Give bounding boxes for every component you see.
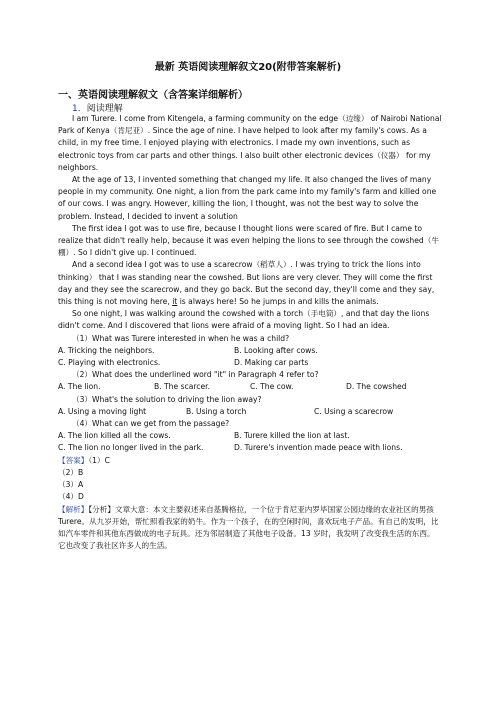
paragraph-5: So one night, I was walking around the cowshed with a torch（手电筒）, and that day the lions didn't come. And I discovered that lions were afraid of a moving light. So I had an idea. [58,309,430,331]
option: C. The lion no longer lived in the park. [58,443,204,453]
paragraph-2: At the age of 13, I invented something that changed my life. It also changed the lives of many people in my community. One night, a lion from the park came into my family's farm and killed one of our cows. I was angry. However, killing the lion, I thought, was not the best way to solve the problem. Instead, I decided to invent a solution [58,175,437,221]
analysis [58,504,442,553]
paragraph-4 [58,259,442,308]
underlined-it: it [172,297,178,307]
paragraph-3: The first idea I got was to use fire, because I thought lions were scared of fire. But I came to realize that didn't really help, because it was even helping the lions to see through the cowshed（牛棚）. So I didn't give up. I continued. [58,223,439,258]
question-3: （3）What's the solution to driving the lion away? [72,394,262,404]
answer-line-2: （2）B [58,467,84,477]
paragraph-1: I am Turere. I come from Kitengela, a farming community on the edge（边缘） of Nairobi National Park of Kenya（肯尼亚）. Since the age of nine. I have helped to look after my family's cows. As a child, in my free time. I enjoyed playing with electronics. I made my own inventions, such as electronic toys from car parts and other things. I also built other electronic devices（仪器） for my neighbors. [58,114,442,172]
analysis-tag: 【解析】 [58,504,89,514]
option: B. Turere killed the lion at last. [234,431,350,441]
question-3-options [58,406,442,418]
question-1-options-row-1 [58,345,442,357]
answer-line-1 [58,455,442,467]
passage-body [58,113,442,552]
option: C. Using a scarecrow [314,406,394,416]
option: A. Tricking the neighbors. [58,345,155,355]
question-1-options-row-2 [58,357,442,369]
option: D. The cowshed [346,382,407,392]
option: A. The lion killed all the cows. [58,431,171,441]
option: B. The scarcer. [154,382,210,392]
question-4-options-row-2 [58,442,442,454]
subsection-number: 1． [72,104,87,114]
question-1: （1）What was Turere interested in when he was a child? [72,333,290,343]
option: D. Turere's invention made peace with lions. [234,443,403,453]
answer: （1）C [88,455,110,465]
paragraph-4-start: And a second idea I got was to use a scarecrow（稻草人）. I was trying to trick the lions into thinking） that I was standing near the cowshed. But lions are very clever. They will come the first day and they see the scarecrow, and they go back. But the second day, they'll come and they say, this thing is not moving here, [58,260,435,307]
option: B. Looking after cows. [234,345,318,355]
question-2-options [58,381,442,393]
subsection-label: 阅读理解 [86,104,123,114]
option: C. Playing with electronics. [58,358,161,368]
paragraph-4-end: is always here! So he jumps in and kills the animals. [177,297,379,307]
answer-line-4: （4）D [58,492,84,502]
option: A. Using a moving light [58,406,147,416]
analysis-text: 【分析】文章大意：本文主要叙述来自基腾格拉，一个位于肯尼亚内罗毕国家公园边缘的农业社区的男孩 Turere。从九岁开始，帮忙照看我家的奶牛。作为一个孩子，在的空闲时间，喜欢玩电子产品。有自己的发明，比如汽车零件和其他东西做成的电子玩具。还为邻居制造了其他电子设备。13 岁时，我发明了改变我生活的东西。它也改变了我社区许多人的生活。 [58,504,439,551]
question-4-options-row-1 [58,430,442,442]
answer-line-3: （3）A [58,480,84,490]
section-heading: 一、英语阅读理解叙文（含答案详细解析） [58,90,248,101]
document-title: 最新 英语阅读理解叙文20(附带答案解析) [154,62,342,73]
option: A. The lion. [58,382,101,392]
question-4: （4）What can we get from the passage? [72,419,230,429]
option: C. The cow. [250,382,294,392]
option: B. Using a torch [186,406,247,416]
option: D. Making car parts [234,358,309,368]
answer-tag: 【答案】 [58,455,89,465]
question-2: （2）What does the underlined word "it" in Paragraph 4 refer to? [72,370,319,380]
